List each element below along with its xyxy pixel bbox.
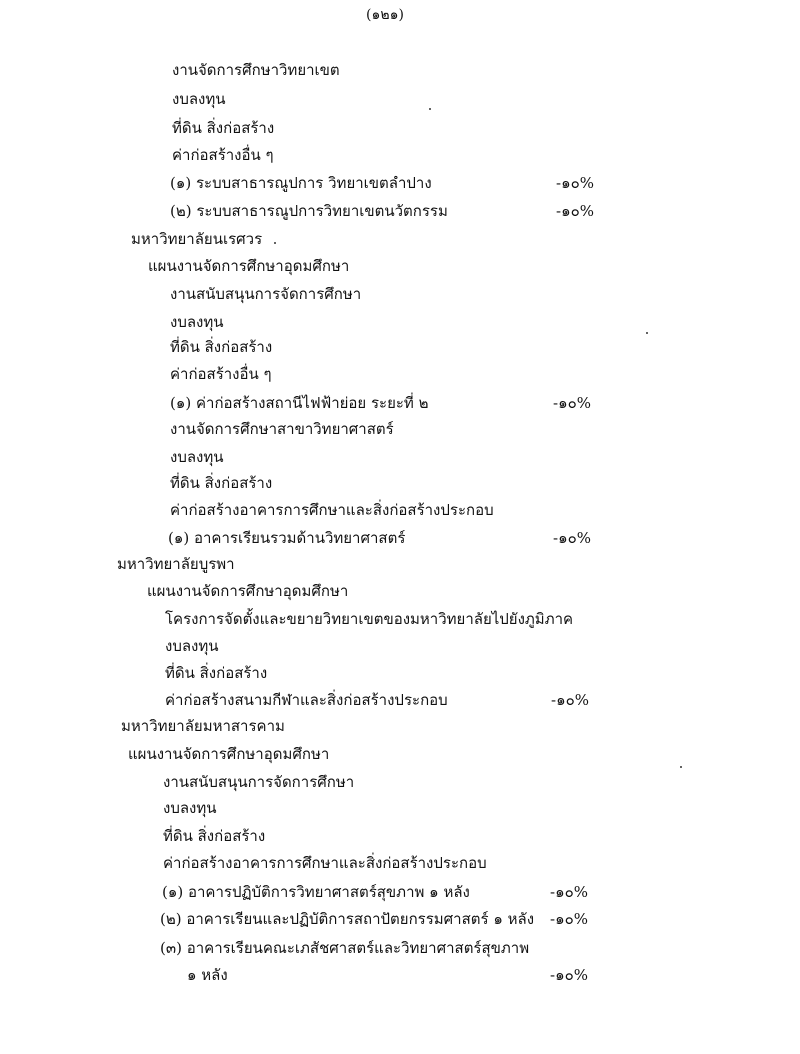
document-line: งานสนับสนุนการจัดการศึกษา <box>170 285 362 303</box>
document-line: แผนงานจัดการศึกษาอุดมศึกษา <box>128 745 330 763</box>
percentage-value: -๑๐% <box>553 529 591 547</box>
document-line: (๒) ระบบสาธารณูปการวิทยาเขตนวัตกรรม <box>170 202 448 220</box>
percentage-value: -๑๐% <box>551 691 589 709</box>
page-number: (๑๒๑) <box>366 7 404 23</box>
document-line: (๑) ค่าก่อสร้างสถานีไฟฟ้าย่อย ระยะที่ ๒ <box>170 394 429 412</box>
document-line: (๒) อาคารเรียนและปฏิบัติการสถาปัตยกรรมศาสตร์ ๑ หลัง <box>160 910 535 928</box>
scan-speck <box>274 242 276 244</box>
document-line: (๑) ระบบสาธารณูปการ วิทยาเขตลำปาง <box>170 174 432 192</box>
document-line: แผนงานจัดการศึกษาอุดมศึกษา <box>147 582 349 600</box>
document-line: ค่าก่อสร้างสนามกีฬาและสิ่งก่อสร้างประกอบ <box>165 691 448 709</box>
document-line: แผนงานจัดการศึกษาอุดมศึกษา <box>148 257 350 275</box>
document-line: มหาวิทยาลัยนเรศวร <box>131 230 263 248</box>
document-line: งบลงทุน <box>170 448 224 466</box>
document-line: มหาวิทยาลัยบูรพา <box>117 555 235 573</box>
percentage-value: -๑๐% <box>556 202 594 220</box>
scan-speck <box>429 108 431 110</box>
document-line: ที่ดิน สิ่งก่อสร้าง <box>170 338 273 356</box>
document-line: มหาวิทยาลัยมหาสารคาม <box>121 717 285 735</box>
document-line: ที่ดิน สิ่งก่อสร้าง <box>172 119 275 137</box>
document-line: ค่าก่อสร้างอื่น ๆ <box>172 146 274 164</box>
document-line: งานสนับสนุนการจัดการศึกษา <box>163 773 355 791</box>
document-line: โครงการจัดตั้งและขยายวิทยาเขตของมหาวิทยาลัยไปยังภูมิภาค <box>165 610 574 628</box>
document-line: ๑ หลัง <box>187 966 228 984</box>
percentage-value: -๑๐% <box>550 966 588 984</box>
percentage-value: -๑๐% <box>556 174 594 192</box>
document-line: (๑) อาคารเรียนรวมด้านวิทยาศาสตร์ <box>168 529 406 547</box>
document-line: งบลงทุน <box>172 90 226 108</box>
document-line: งานจัดการศึกษาวิทยาเขต <box>172 61 340 79</box>
document-line: งบลงทุน <box>163 799 217 817</box>
document-line: ค่าก่อสร้างอาคารการศึกษาและสิ่งก่อสร้างประกอบ <box>170 501 494 519</box>
document-line: งบลงทุน <box>165 637 219 655</box>
percentage-value: -๑๐% <box>550 883 588 901</box>
document-line: ที่ดิน สิ่งก่อสร้าง <box>163 827 266 845</box>
document-line: งบลงทุน <box>170 313 224 331</box>
document-line: ที่ดิน สิ่งก่อสร้าง <box>170 474 273 492</box>
document-line: ค่าก่อสร้างอาคารการศึกษาและสิ่งก่อสร้างประกอบ <box>163 854 487 872</box>
document-line: (๑) อาคารปฏิบัติการวิทยาศาสตร์สุขภาพ ๑ หลัง <box>162 883 470 901</box>
document-line: งานจัดการศึกษาสาขาวิทยาศาสตร์ <box>170 420 394 438</box>
document-line: ที่ดิน สิ่งก่อสร้าง <box>165 664 268 682</box>
percentage-value: -๑๐% <box>553 394 591 412</box>
document-line: (๓) อาคารเรียนคณะเภสัชศาสตร์และวิทยาศาสตร์สุขภาพ <box>160 939 530 957</box>
percentage-value: -๑๐% <box>550 910 588 928</box>
scan-speck <box>680 766 682 768</box>
scan-speck <box>646 332 648 334</box>
document-line: ค่าก่อสร้างอื่น ๆ <box>170 365 272 383</box>
